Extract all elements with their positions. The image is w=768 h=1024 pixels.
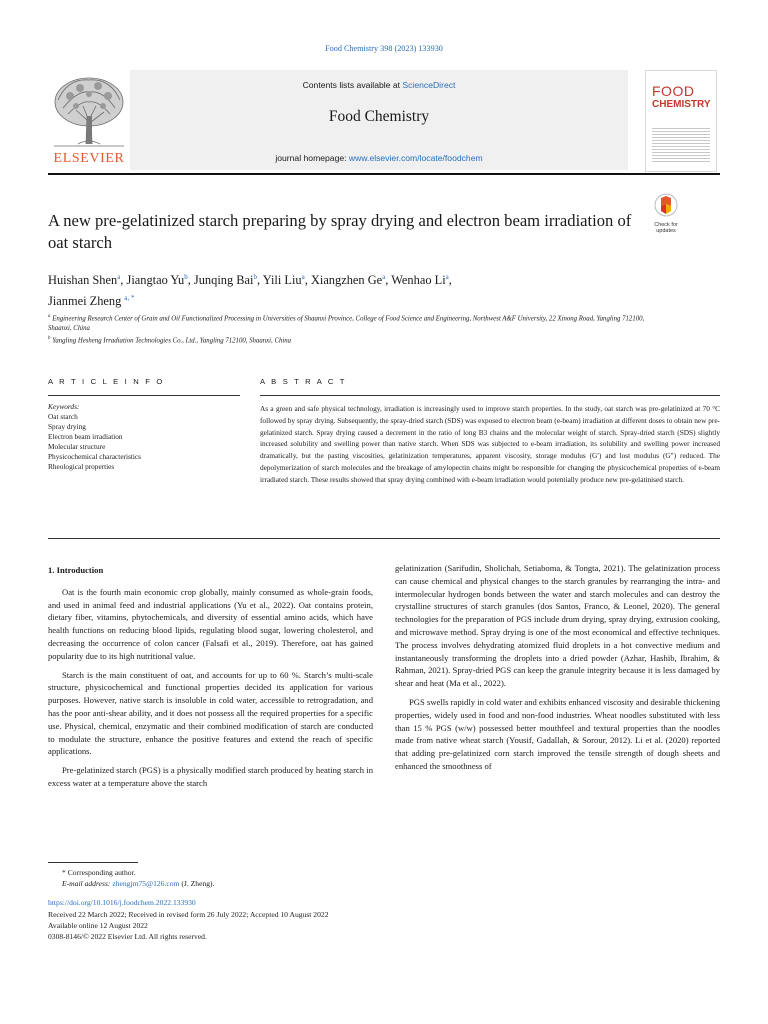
doi-link[interactable]: https://doi.org/10.1016/j.foodchem.2022.133930 xyxy=(48,898,196,908)
article-title: A new pre-gelatinized starch preparing by spray drying and electron beam irradiation of oat starch xyxy=(48,211,632,252)
author-separator: , xyxy=(385,273,392,288)
available-online: Available online 12 August 2022 xyxy=(48,920,148,930)
keyword-item: Electron beam irradiation xyxy=(48,432,123,441)
right-paragraphs xyxy=(395,562,720,773)
journal-title: Food Chemistry xyxy=(328,108,430,125)
copyright: 0308-8146/© 2022 Elsevier Ltd. All rights reserved. xyxy=(48,932,207,942)
journal-citation[interactable]: Food Chemistry 398 (2023) 133930 xyxy=(325,44,443,53)
abstract-rule-bottom xyxy=(48,538,720,539)
authors-line-1 xyxy=(48,268,648,289)
author-name[interactable]: Jiangtao Yu xyxy=(126,273,185,288)
footnote-rule xyxy=(48,862,138,863)
author-name[interactable]: Xiangzhen Ge xyxy=(310,273,383,288)
homepage-line xyxy=(130,153,628,163)
affiliation-mark: b xyxy=(48,336,51,342)
check-updates-label: Check for updates xyxy=(654,222,678,234)
affiliations xyxy=(48,312,648,347)
body-paragraph: Pre-gelatinized starch (PGS) is a physically modified starch produced by heating starch in excess water at a temperature above the starch xyxy=(48,765,373,788)
keyword-item: Physicochemical characteristics xyxy=(48,452,141,461)
body-paragraph: Oat is the fourth main economic crop globally, mainly consumed as whole-grain foods, and used in animal feed and industrial applications (Yu et al., 2022). Oat contains protein, dietary fiber, vitamins, phytochemicals, and diversity of essential amino acids, which have health functions on reducing blood lipids, regulating blood sugar, lowering cholesterol, and decreasing the occurrence of colon cancer (Falsafi et al., 2019). Therefore, oat has gained popularity due to its high nutritional value. xyxy=(48,586,373,661)
journal-cover[interactable] xyxy=(645,70,717,172)
intro-heading: 1. Introduction xyxy=(48,565,104,575)
masthead-center xyxy=(130,70,628,170)
masthead-rule xyxy=(48,173,720,175)
abstract-rule-top xyxy=(260,395,720,396)
author-name[interactable]: Junqing Bai xyxy=(193,273,254,288)
footnotes xyxy=(48,867,448,942)
body-paragraph: Starch is the main constituent of oat, and accounts for up to 60 %. Starch’s multi-scale structure, physicochemical and functional properties decided its application for various purposes. However, native starch is insoluble in cold water, accessible to retrogradation, and has the poor anti-shear ability, and it does not possess all the required properties for a specific use. Physical, chemical, enzymatic and their combined modification of starch are conducted to modulate the structure, enhance the positive features and extend the reach of specific applications. xyxy=(48,669,373,757)
body-left-column xyxy=(48,562,373,790)
author-list xyxy=(48,268,648,310)
contents-prefix: Contents lists available at xyxy=(302,80,403,90)
keyword-item: Molecular structure xyxy=(48,442,106,451)
check-for-updates-button[interactable] xyxy=(648,193,684,233)
author-name[interactable]: Jianmei Zheng xyxy=(48,294,122,309)
keyword-item: Rheological properties xyxy=(48,462,115,471)
article-info-heading: A R T I C L E I N F O xyxy=(48,377,165,386)
check-updates-icon xyxy=(654,193,678,217)
received-dates: Received 22 March 2022; Received in revised form 26 July 2022; Accepted 10 August 2022 xyxy=(48,909,329,919)
email-link[interactable]: zhengjm75@126.com xyxy=(112,879,180,889)
affiliation-a: $^a$ Engineering Research Center of Grain and Oil Functionalized Processing in Universities of Shaanxi Province, College of Food Science and Engineering, Northwest A&F University, 22 Xinong Road, Yangling 712100, Shaanxi, China xyxy=(48,314,645,333)
cover-food: FOOD xyxy=(652,83,695,99)
author-affiliation-mark[interactable]: a xyxy=(382,273,386,281)
author-separator: , xyxy=(187,273,194,288)
author-separator: , xyxy=(256,273,263,288)
body-paragraph: gelatinization (Sarifudin, Sholichah, Setiaboma, & Tongta, 2021). The gelatinization process can cause chemical and physical changes to the starch granules by rearranging the intra- and intermolecular hydrogen bonds between the water and starch molecules and can destroy the crystalline structures of starch granules (dos Santos, Franco, & Leonel, 2020). The general technologies for the preparation of PGS include drum drying, spray drying, extrusion cooking, and microwave method. Spray drying is one of the most economical and effective techniques. The process involves dehydrating atomized fluid droplets in a hot convective medium and instantaneously transforming the droplets into a dried powder (Azhar, Hashib, Ibrahim, & Rahman, 2021). Spray-dried PGS can keep the granule integrity because it is less damaged by shear and heat (Ma et al., 2022). xyxy=(395,563,720,689)
author-name[interactable]: Yili Liu xyxy=(262,273,302,288)
homepage-prefix: journal homepage: xyxy=(275,153,349,163)
corresponding-note: * Corresponding author. xyxy=(62,868,136,877)
author-affiliation-mark[interactable]: a, * xyxy=(124,294,135,303)
author-separator: , xyxy=(120,273,127,288)
affiliation-b: $^b$ Yangling Hesheng Irradiation Technologies Co., Ltd., Yangling 712100, Shaanxi, China xyxy=(48,336,292,345)
author-affiliation-mark[interactable]: b xyxy=(253,273,257,281)
body-paragraph: PGS swells rapidly in cold water and exhibits enhanced viscosity and desirable thickening properties, widely used in food and non-food industries. Wheat noodles substituted with less than 15 % PGS (w/w) possessed better mouthfeel and textural properties than the noodles made from native wheat starch (Yousif, Gadallah, & Sorour, 2012). Li et al. (2020) reported that adding pre-gelatinized corn starch improved the tensile strength of dough sheets and enhanced the smoothness of xyxy=(395,696,720,771)
author-affiliation-mark[interactable]: a xyxy=(117,273,121,281)
cover-contents-lines xyxy=(652,126,710,164)
left-paragraphs xyxy=(48,586,373,790)
masthead xyxy=(48,70,628,170)
email-note: E-mail address: zhengjm75@126.com (J. Zheng). xyxy=(62,879,215,889)
keywords-block xyxy=(48,402,233,472)
abstract-text: As a green and safe physical technology, irradiation is increasingly used to improve starch properties. In the study, oat starch was pre-gelatinized at 70 °C followed by spray drying. Subsequently, the spray-dried starch (SDS) was exposed to electron beam (e-beam) irradiation at different doses to obtain new pre-gelatinized starch. Spray drying caused a decrement in the ratio of long B3 chains and the molecular weight of starch. Spray-dried starch (SDS) slightly increased solubility and swelling power than native starch. When SDS was subjected to e-beam irradiation, its solubility and swelling power increased dramatically, but the pasting viscosities, gelatinization temperatures, apparent viscosity, storage modulus (G′) and lost modulus (G″) reduced. The depolymerization of starch molecules and the breakage of amylopectin chains might be responsible for changing the physicochemical properties of e-beam irradiated starch. These results showed that spray drying combined with e-beam irradiation would potentially produce new pre-gelatinised starch. xyxy=(260,404,720,484)
body-right-column xyxy=(395,562,720,773)
homepage-link[interactable]: www.elsevier.com/locate/foodchem xyxy=(348,153,483,163)
info-rule xyxy=(48,395,240,396)
affiliation-mark: a xyxy=(48,314,51,319)
elsevier-tree-icon xyxy=(48,70,130,150)
author-name[interactable]: Huishan Shen xyxy=(48,273,118,288)
author-affiliation-mark[interactable]: b xyxy=(184,273,188,281)
elsevier-wordmark: ELSEVIER xyxy=(53,151,125,166)
author-affiliation-mark[interactable]: a xyxy=(445,273,449,281)
keyword-list xyxy=(48,412,233,472)
cover-chemistry: CHEMISTRY xyxy=(652,99,711,110)
keyword-item: Spray drying xyxy=(48,422,86,431)
abstract-heading: A B S T R A C T xyxy=(260,377,347,386)
author-name[interactable]: Wenhao Li xyxy=(391,273,446,288)
author-affiliation-mark[interactable]: a xyxy=(301,273,305,281)
contents-line xyxy=(130,80,628,90)
elsevier-logo[interactable] xyxy=(48,70,130,170)
author-separator: , xyxy=(304,273,311,288)
sciencedirect-link[interactable]: ScienceDirect xyxy=(402,80,456,90)
email-label: E-mail address: xyxy=(62,879,113,889)
keyword-item: Oat starch xyxy=(48,412,78,421)
keywords-label: Keywords: xyxy=(48,402,80,411)
author-separator: , xyxy=(448,273,452,288)
authors-line-2 xyxy=(48,289,648,310)
